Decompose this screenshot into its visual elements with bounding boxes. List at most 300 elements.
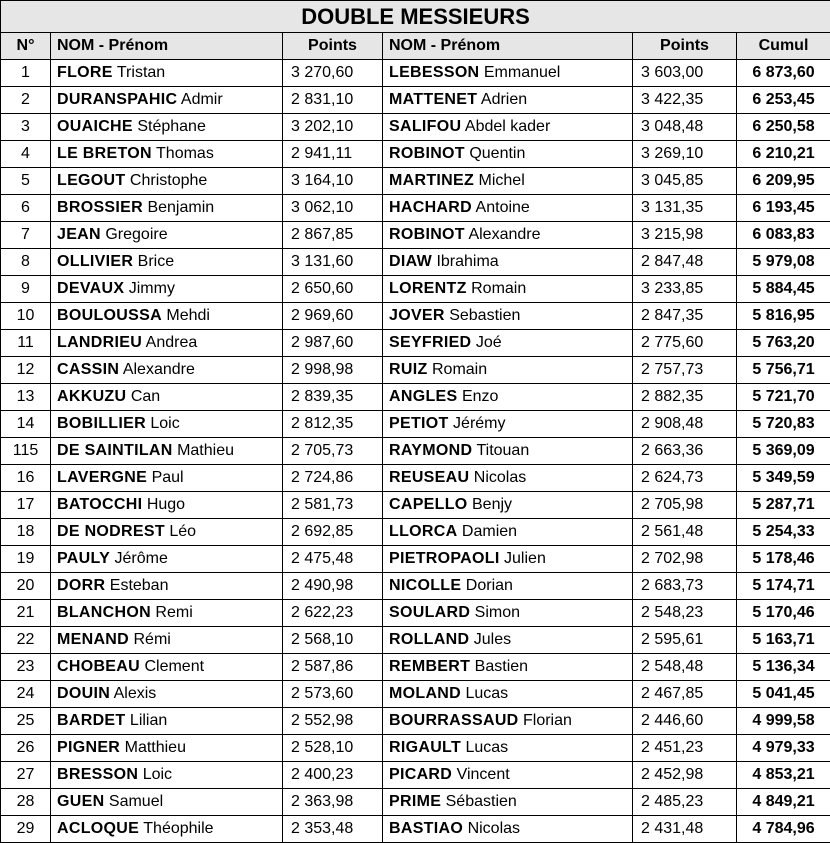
player-1-points: 2 568,10 <box>283 627 383 654</box>
player-2-name <box>383 303 633 330</box>
player-1-firstname: Rémi <box>133 631 170 648</box>
table-row <box>1 168 830 195</box>
player-2-lastname: SALIFOU <box>389 118 461 135</box>
player-2-name <box>383 681 633 708</box>
player-2-firstname: Emmanuel <box>484 64 560 81</box>
table-row <box>1 465 830 492</box>
rank-number: 24 <box>1 681 51 708</box>
player-2-name <box>383 195 633 222</box>
cumul-points: 5 756,71 <box>737 357 830 384</box>
player-2-name <box>383 384 633 411</box>
player-1-points: 3 062,10 <box>283 195 383 222</box>
player-1-lastname: MENAND <box>57 631 129 648</box>
table-row <box>1 60 830 87</box>
table-row <box>1 546 830 573</box>
player-2-firstname: Lucas <box>465 739 508 756</box>
player-1-name <box>51 411 283 438</box>
player-2-points: 2 595,61 <box>633 627 737 654</box>
player-1-points: 2 941,11 <box>283 141 383 168</box>
player-1-name <box>51 384 283 411</box>
player-2-lastname: SOULARD <box>389 604 470 621</box>
player-2-points: 2 663,36 <box>633 438 737 465</box>
header-name-1: NOM - Prénom <box>51 33 283 60</box>
player-1-name <box>51 573 283 600</box>
player-1-name <box>51 762 283 789</box>
player-1-name <box>51 141 283 168</box>
player-2-firstname: Simon <box>475 604 520 621</box>
player-2-points: 3 269,10 <box>633 141 737 168</box>
player-2-points: 2 548,48 <box>633 654 737 681</box>
player-1-points: 2 692,85 <box>283 519 383 546</box>
table-head <box>1 1 830 60</box>
player-1-points: 2 705,73 <box>283 438 383 465</box>
player-2-lastname: PICARD <box>389 766 452 783</box>
player-2-firstname: Ibrahima <box>436 253 498 270</box>
rank-number: 12 <box>1 357 51 384</box>
player-1-firstname: Thomas <box>156 145 214 162</box>
player-1-firstname: Gregoire <box>105 226 167 243</box>
player-1-points: 2 353,48 <box>283 816 383 843</box>
rank-number: 13 <box>1 384 51 411</box>
rank-number: 16 <box>1 465 51 492</box>
player-1-name <box>51 438 283 465</box>
player-1-points: 3 131,60 <box>283 249 383 276</box>
cumul-points: 6 250,58 <box>737 114 830 141</box>
player-2-points: 2 847,35 <box>633 303 737 330</box>
rank-number: 18 <box>1 519 51 546</box>
player-2-name <box>383 222 633 249</box>
player-2-lastname: DIAW <box>389 253 432 270</box>
player-2-name <box>383 600 633 627</box>
rank-number: 7 <box>1 222 51 249</box>
player-1-firstname: Jimmy <box>129 280 175 297</box>
player-2-points: 2 847,48 <box>633 249 737 276</box>
table-row <box>1 735 830 762</box>
player-2-points: 2 446,60 <box>633 708 737 735</box>
player-2-name <box>383 60 633 87</box>
table-row <box>1 789 830 816</box>
player-2-firstname: Jérémy <box>453 415 505 432</box>
player-2-lastname: NICOLLE <box>389 577 461 594</box>
player-2-lastname: PRIME <box>389 793 441 810</box>
player-1-name <box>51 681 283 708</box>
player-1-name <box>51 87 283 114</box>
player-2-lastname: JOVER <box>389 307 445 324</box>
cumul-points: 6 873,60 <box>737 60 830 87</box>
player-2-firstname: Romain <box>471 280 526 297</box>
player-1-lastname: BARDET <box>57 712 125 729</box>
player-1-name <box>51 330 283 357</box>
player-2-points: 2 548,23 <box>633 600 737 627</box>
cumul-points: 6 210,21 <box>737 141 830 168</box>
player-2-firstname: Benjy <box>472 496 512 513</box>
player-2-points: 2 705,98 <box>633 492 737 519</box>
player-2-name <box>383 330 633 357</box>
table-row <box>1 357 830 384</box>
player-2-name <box>383 573 633 600</box>
rank-number: 23 <box>1 654 51 681</box>
cumul-points: 5 721,70 <box>737 384 830 411</box>
player-2-lastname: SEYFRIED <box>389 334 471 351</box>
player-1-name <box>51 492 283 519</box>
player-2-firstname: Sebastien <box>449 307 520 324</box>
table-row <box>1 708 830 735</box>
player-2-name <box>383 168 633 195</box>
player-1-name <box>51 654 283 681</box>
table-row <box>1 573 830 600</box>
table-row <box>1 816 830 843</box>
cumul-points: 6 253,45 <box>737 87 830 114</box>
player-2-lastname: MATTENET <box>389 91 477 108</box>
table-row <box>1 114 830 141</box>
player-2-name <box>383 114 633 141</box>
player-1-points: 2 622,23 <box>283 600 383 627</box>
player-1-lastname: DORR <box>57 577 105 594</box>
cumul-points: 5 178,46 <box>737 546 830 573</box>
player-2-firstname: Nicolas <box>474 469 526 486</box>
player-1-firstname: Clement <box>144 658 204 675</box>
player-1-points: 2 650,60 <box>283 276 383 303</box>
player-1-lastname: LEGOUT <box>57 172 125 189</box>
cumul-points: 5 884,45 <box>737 276 830 303</box>
player-2-points: 2 882,35 <box>633 384 737 411</box>
player-1-lastname: DOUIN <box>57 685 110 702</box>
player-1-name <box>51 60 283 87</box>
player-2-lastname: ROBINOT <box>389 226 465 243</box>
player-2-name <box>383 546 633 573</box>
player-1-firstname: Admir <box>181 91 223 108</box>
cumul-points: 4 853,21 <box>737 762 830 789</box>
player-2-points: 2 775,60 <box>633 330 737 357</box>
rank-number: 29 <box>1 816 51 843</box>
player-1-firstname: Stéphane <box>137 118 206 135</box>
player-1-points: 2 812,35 <box>283 411 383 438</box>
rank-number: 20 <box>1 573 51 600</box>
player-1-lastname: DURANSPAHIC <box>57 91 177 108</box>
cumul-points: 6 083,83 <box>737 222 830 249</box>
cumul-points: 4 784,96 <box>737 816 830 843</box>
cumul-points: 5 170,46 <box>737 600 830 627</box>
player-1-lastname: LE BRETON <box>57 145 152 162</box>
table-row <box>1 330 830 357</box>
rank-number: 11 <box>1 330 51 357</box>
table-row <box>1 519 830 546</box>
player-2-firstname: Lucas <box>465 685 508 702</box>
player-2-name <box>383 519 633 546</box>
player-1-name <box>51 303 283 330</box>
player-1-points: 2 987,60 <box>283 330 383 357</box>
player-1-points: 2 587,86 <box>283 654 383 681</box>
player-1-firstname: Tristan <box>117 64 165 81</box>
table-row <box>1 222 830 249</box>
header-name-2: NOM - Prénom <box>383 33 633 60</box>
table-row <box>1 654 830 681</box>
player-2-points: 2 485,23 <box>633 789 737 816</box>
player-1-lastname: BOULOUSSA <box>57 307 162 324</box>
table-body <box>1 60 830 843</box>
rank-number: 26 <box>1 735 51 762</box>
rank-number: 10 <box>1 303 51 330</box>
player-1-points: 2 724,86 <box>283 465 383 492</box>
player-2-firstname: Julien <box>504 550 546 567</box>
player-1-firstname: Hugo <box>147 496 185 513</box>
player-2-firstname: Florian <box>523 712 572 729</box>
player-1-points: 2 839,35 <box>283 384 383 411</box>
cumul-points: 5 349,59 <box>737 465 830 492</box>
player-2-points: 3 215,98 <box>633 222 737 249</box>
player-2-firstname: Alexandre <box>468 226 540 243</box>
title-row <box>1 1 830 33</box>
table-row <box>1 249 830 276</box>
rank-number: 21 <box>1 600 51 627</box>
player-2-points: 3 045,85 <box>633 168 737 195</box>
player-2-points: 2 757,73 <box>633 357 737 384</box>
player-2-lastname: PETIOT <box>389 415 449 432</box>
player-1-name <box>51 708 283 735</box>
table-title: DOUBLE MESSIEURS <box>1 1 830 33</box>
player-2-lastname: RIGAULT <box>389 739 461 756</box>
player-2-lastname: LLORCA <box>389 523 457 540</box>
table-row <box>1 438 830 465</box>
player-1-name <box>51 357 283 384</box>
player-1-name <box>51 546 283 573</box>
cumul-points: 5 816,95 <box>737 303 830 330</box>
player-2-points: 3 131,35 <box>633 195 737 222</box>
table-row <box>1 411 830 438</box>
player-2-name <box>383 87 633 114</box>
cumul-points: 5 979,08 <box>737 249 830 276</box>
rank-number: 17 <box>1 492 51 519</box>
table-row <box>1 600 830 627</box>
player-2-name <box>383 438 633 465</box>
player-2-lastname: RUIZ <box>389 361 428 378</box>
player-1-name <box>51 276 283 303</box>
player-1-points: 3 164,10 <box>283 168 383 195</box>
player-1-firstname: Andrea <box>146 334 198 351</box>
player-2-points: 2 451,23 <box>633 735 737 762</box>
player-1-firstname: Benjamin <box>147 199 214 216</box>
player-1-lastname: LAVERGNE <box>57 469 147 486</box>
header-num: N° <box>1 33 51 60</box>
player-2-name <box>383 141 633 168</box>
player-1-points: 2 831,10 <box>283 87 383 114</box>
player-1-points: 2 400,23 <box>283 762 383 789</box>
player-2-firstname: Bastien <box>475 658 528 675</box>
player-2-name <box>383 789 633 816</box>
cumul-points: 5 136,34 <box>737 654 830 681</box>
player-1-name <box>51 519 283 546</box>
table-row <box>1 681 830 708</box>
player-2-points: 2 683,73 <box>633 573 737 600</box>
player-2-lastname: LEBESSON <box>389 64 479 81</box>
player-1-lastname: BOBILLIER <box>57 415 146 432</box>
player-2-lastname: LORENTZ <box>389 280 467 297</box>
table-row <box>1 141 830 168</box>
table-row <box>1 627 830 654</box>
player-2-name <box>383 816 633 843</box>
player-1-firstname: Paul <box>152 469 184 486</box>
player-2-firstname: Antoine <box>476 199 530 216</box>
player-1-firstname: Esteban <box>110 577 169 594</box>
player-1-firstname: Loic <box>143 766 172 783</box>
rank-number: 8 <box>1 249 51 276</box>
player-1-name <box>51 600 283 627</box>
header-cumul: Cumul <box>737 33 830 60</box>
player-1-points: 2 867,85 <box>283 222 383 249</box>
player-1-name <box>51 168 283 195</box>
player-1-lastname: GUEN <box>57 793 104 810</box>
player-1-points: 2 363,98 <box>283 789 383 816</box>
player-2-firstname: Quentin <box>469 145 525 162</box>
player-1-firstname: Mehdi <box>166 307 210 324</box>
cumul-points: 4 979,33 <box>737 735 830 762</box>
table-row <box>1 87 830 114</box>
player-2-lastname: RAYMOND <box>389 442 472 459</box>
player-2-name <box>383 249 633 276</box>
player-2-name <box>383 465 633 492</box>
player-2-name <box>383 357 633 384</box>
player-2-points: 2 467,85 <box>633 681 737 708</box>
player-2-lastname: BASTIAO <box>389 820 463 837</box>
cumul-points: 5 174,71 <box>737 573 830 600</box>
player-2-name <box>383 708 633 735</box>
cumul-points: 5 720,83 <box>737 411 830 438</box>
player-2-name <box>383 411 633 438</box>
player-1-lastname: BATOCCHI <box>57 496 142 513</box>
player-1-name <box>51 465 283 492</box>
player-2-points: 2 702,98 <box>633 546 737 573</box>
player-2-points: 2 452,98 <box>633 762 737 789</box>
player-1-lastname: DE SAINTILAN <box>57 442 173 459</box>
player-2-lastname: ROLLAND <box>389 631 469 648</box>
table-row <box>1 384 830 411</box>
player-2-lastname: PIETROPAOLI <box>389 550 500 567</box>
cumul-points: 5 763,20 <box>737 330 830 357</box>
player-1-name <box>51 114 283 141</box>
player-1-name <box>51 789 283 816</box>
player-1-points: 2 573,60 <box>283 681 383 708</box>
player-1-lastname: CASSIN <box>57 361 119 378</box>
player-1-lastname: OUAICHE <box>57 118 133 135</box>
player-1-lastname: DEVAUX <box>57 280 124 297</box>
player-2-lastname: MOLAND <box>389 685 461 702</box>
player-2-lastname: CAPELLO <box>389 496 468 513</box>
player-1-firstname: Can <box>131 388 160 405</box>
player-1-points: 2 969,60 <box>283 303 383 330</box>
player-2-firstname: Damien <box>462 523 517 540</box>
table-row <box>1 303 830 330</box>
player-1-points: 2 528,10 <box>283 735 383 762</box>
player-2-lastname: REMBERT <box>389 658 470 675</box>
player-1-lastname: ACLOQUE <box>57 820 139 837</box>
player-2-firstname: Nicolas <box>468 820 520 837</box>
player-1-firstname: Loic <box>150 415 179 432</box>
table-row <box>1 492 830 519</box>
player-1-firstname: Christophe <box>130 172 207 189</box>
player-1-points: 3 270,60 <box>283 60 383 87</box>
cumul-points: 4 849,21 <box>737 789 830 816</box>
player-1-lastname: PIGNER <box>57 739 120 756</box>
rank-number: 27 <box>1 762 51 789</box>
player-2-points: 3 603,00 <box>633 60 737 87</box>
cumul-points: 5 254,33 <box>737 519 830 546</box>
cumul-points: 4 999,58 <box>737 708 830 735</box>
player-1-name <box>51 816 283 843</box>
player-2-name <box>383 627 633 654</box>
player-1-points: 2 490,98 <box>283 573 383 600</box>
player-1-firstname: Léo <box>169 523 196 540</box>
rank-number: 9 <box>1 276 51 303</box>
player-1-lastname: JEAN <box>57 226 101 243</box>
player-1-points: 2 998,98 <box>283 357 383 384</box>
player-1-firstname: Remi <box>155 604 192 621</box>
table-row <box>1 276 830 303</box>
player-1-firstname: Lilian <box>130 712 167 729</box>
player-1-lastname: AKKUZU <box>57 388 126 405</box>
player-2-lastname: REUSEAU <box>389 469 469 486</box>
rank-number: 115 <box>1 438 51 465</box>
player-1-lastname: DE NODREST <box>57 523 165 540</box>
player-2-name <box>383 735 633 762</box>
player-1-name <box>51 735 283 762</box>
player-2-name <box>383 762 633 789</box>
player-2-points: 2 431,48 <box>633 816 737 843</box>
player-2-points: 3 233,85 <box>633 276 737 303</box>
player-2-firstname: Joé <box>476 334 502 351</box>
header-points-1: Points <box>283 33 383 60</box>
player-1-points: 2 552,98 <box>283 708 383 735</box>
player-1-firstname: Jérôme <box>115 550 168 567</box>
player-2-points: 2 561,48 <box>633 519 737 546</box>
player-2-name <box>383 654 633 681</box>
player-1-lastname: BLANCHON <box>57 604 151 621</box>
rank-number: 25 <box>1 708 51 735</box>
player-2-points: 2 624,73 <box>633 465 737 492</box>
player-2-firstname: Adrien <box>481 91 527 108</box>
header-points-2: Points <box>633 33 737 60</box>
player-2-firstname: Jules <box>474 631 511 648</box>
player-2-firstname: Vincent <box>457 766 510 783</box>
rank-number: 6 <box>1 195 51 222</box>
player-2-firstname: Enzo <box>462 388 498 405</box>
rank-number: 1 <box>1 60 51 87</box>
rank-number: 3 <box>1 114 51 141</box>
player-2-lastname: MARTINEZ <box>389 172 474 189</box>
rank-number: 22 <box>1 627 51 654</box>
rank-number: 4 <box>1 141 51 168</box>
player-1-lastname: BROSSIER <box>57 199 143 216</box>
player-2-name <box>383 492 633 519</box>
player-2-lastname: BOURRASSAUD <box>389 712 519 729</box>
header-row <box>1 33 830 60</box>
rank-number: 5 <box>1 168 51 195</box>
cumul-points: 5 287,71 <box>737 492 830 519</box>
player-2-firstname: Titouan <box>476 442 529 459</box>
player-1-firstname: Samuel <box>109 793 163 810</box>
player-1-firstname: Matthieu <box>125 739 186 756</box>
rank-number: 19 <box>1 546 51 573</box>
player-1-firstname: Alexis <box>114 685 157 702</box>
player-1-name <box>51 627 283 654</box>
cumul-points: 5 041,45 <box>737 681 830 708</box>
player-1-firstname: Alexandre <box>123 361 195 378</box>
player-1-firstname: Mathieu <box>177 442 234 459</box>
player-1-lastname: PAULY <box>57 550 110 567</box>
player-2-firstname: Romain <box>432 361 487 378</box>
table-row <box>1 195 830 222</box>
player-1-firstname: Brice <box>138 253 174 270</box>
cumul-points: 6 209,95 <box>737 168 830 195</box>
